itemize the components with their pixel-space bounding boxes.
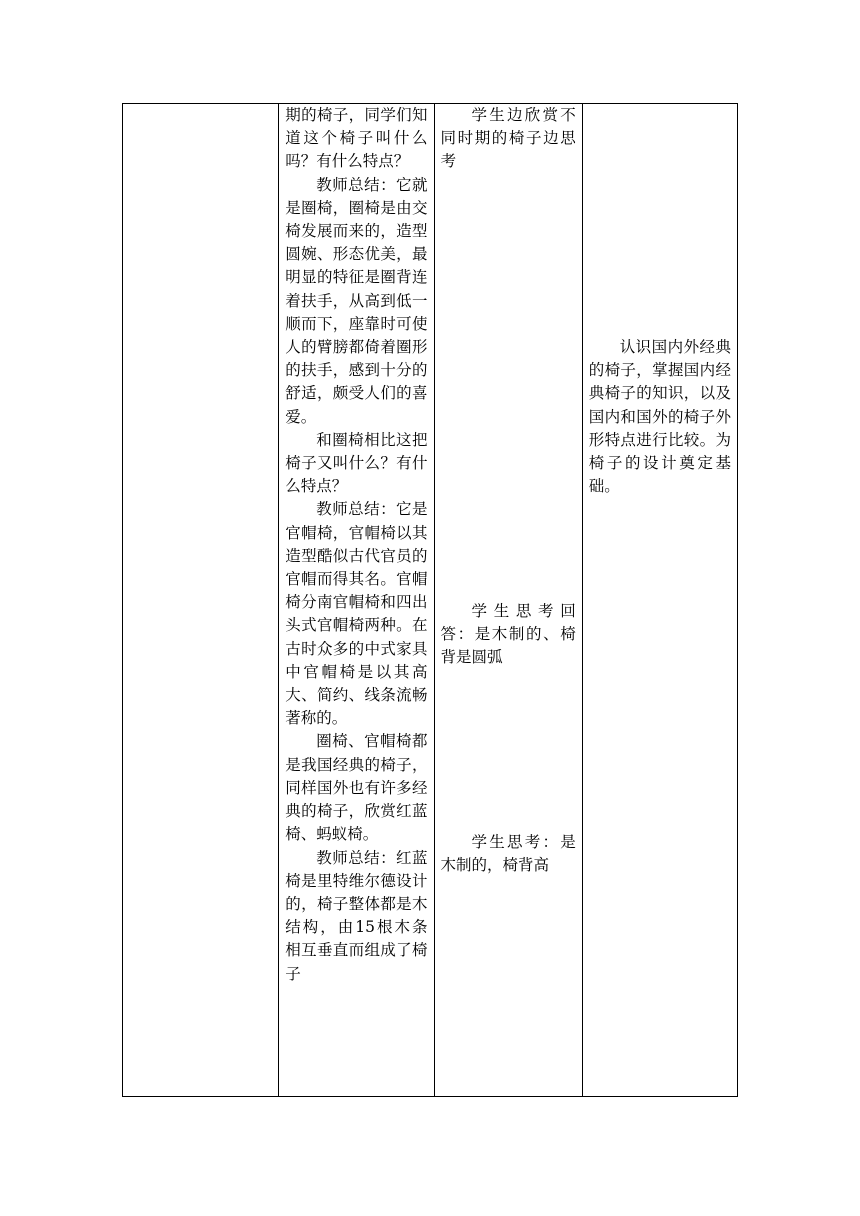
teacher-paragraph: 教师总结：它是官帽椅，官帽椅以其造型酷似古代官员的官帽而得其名。官帽椅分南官帽椅和四出头式官帽椅两种。在古时众多的中式家具中官帽椅是以其高大、简约、线条流畅著称的。: [285, 500, 428, 728]
lesson-plan-table: [122, 103, 738, 1097]
student-activity-cell: [434, 104, 582, 1097]
teacher-paragraph: 教师总结：红蓝椅是里特维尔德设计的，椅子整体都是木结构，由15根木条相互垂直而组成了椅子: [285, 848, 428, 983]
teacher-paragraph: 和圈椅相比这把椅子又叫什么？有什么特点？: [285, 430, 428, 496]
design-intent-paragraph: 认识国内外经典的椅子，掌握国内经典椅子的知识，以及国内和国外的椅子外形特点进行比较。为椅子的设计奠定基础。: [588, 338, 731, 496]
student-paragraph: 学生边欣赏不同时期的椅子边思考: [440, 106, 576, 171]
student-paragraph: 学生思考回答：是木制的、椅背是圆弧: [440, 601, 576, 667]
teacher-paragraph: 教师总结：它就是圈椅，圈椅是由交椅发展而来的，造型圆婉、形态优美，最明显的特征是圈背连着扶手，从高到低一顺而下，座靠时可使人的臂膀都倚着圈形的扶手，感到十分的舒适，颇受人们的喜爱。: [285, 175, 428, 426]
stage-cell: [123, 104, 279, 1097]
student-paragraph: 学生思考：是木制的，椅背高: [440, 833, 576, 875]
teacher-paragraph: 期的椅子，同学们知道这个椅子叫什么吗？有什么特点？: [285, 106, 428, 171]
teacher-activity-cell: [279, 104, 434, 1097]
design-intent-cell: [582, 104, 737, 1097]
teacher-paragraph: 圈椅、官帽椅都是我国经典的椅子，同样国外也有许多经典的椅子，欣赏红蓝椅、蚂蚁椅。: [285, 732, 428, 844]
table-row: [123, 104, 738, 1097]
